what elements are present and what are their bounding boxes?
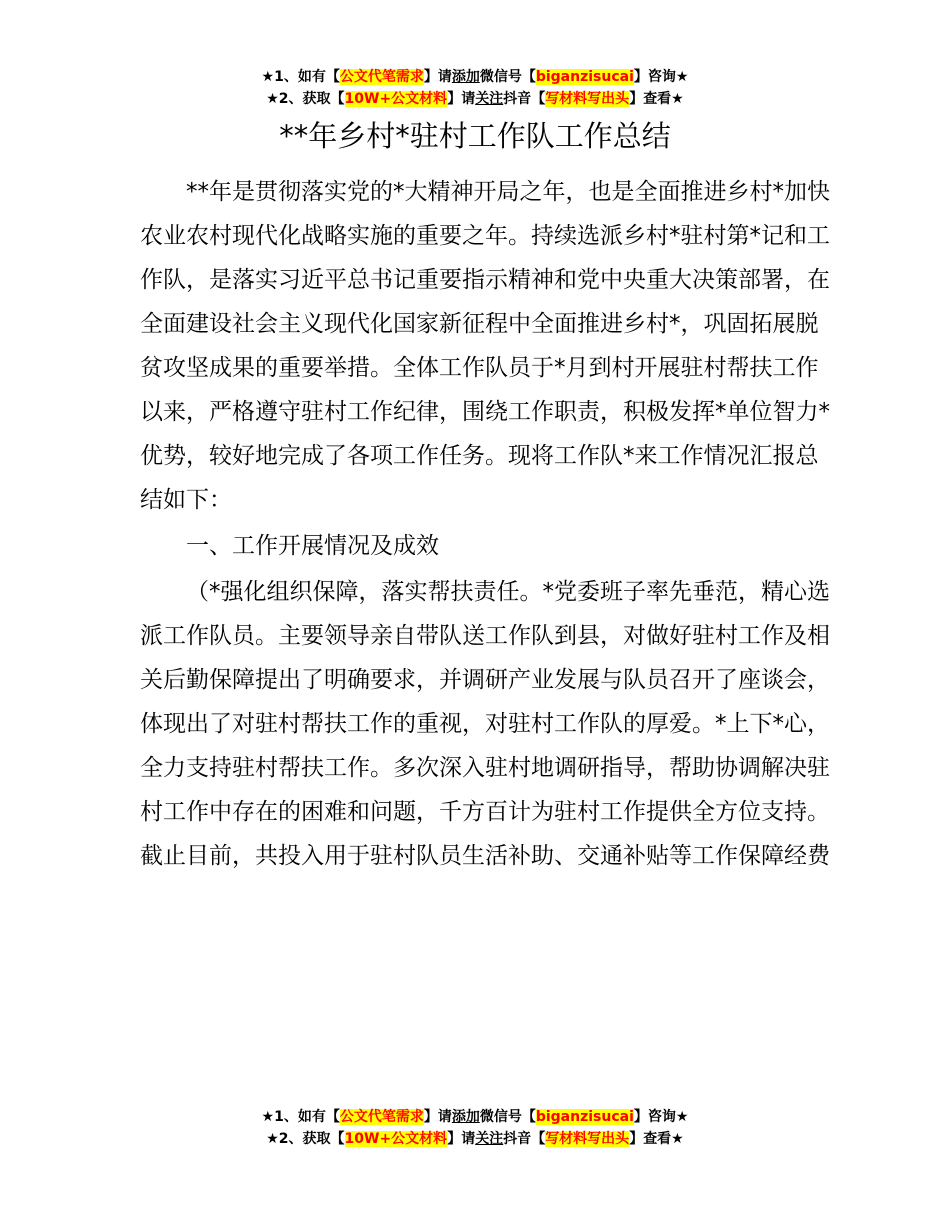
paragraph-section-1: （*强化组织保障，落实帮扶责任。*党委班子率先垂范，精心选派工作队员。主要领导亲自带队送工作队到县，对做好驻村工作及相关后勤保障提出了明确要求，并调研产业发展与队员召开了座谈会，体现出了对驻村帮扶工作的重视，对驻村工作队的厚爱。*上下*心，全力支持驻村帮扶工作。多次深入驻村地调研指导，帮助协调解决驻村工作中存在的困难和问题，千方百计为驻村工作提供全方位支持。截止目前，共投入用于驻村队员生活补助、交通补贴等工作保障经费 (140, 579, 830, 869)
promo-highlight: 写材料写出头 (545, 91, 630, 107)
promo-text: 咨询★ (647, 1109, 689, 1125)
bracket: 【 (325, 1109, 340, 1125)
promo-text: ★2、获取 (266, 91, 331, 107)
promo-text: 微信号 (479, 1109, 522, 1125)
bracket: 【 (325, 69, 340, 85)
document-body (140, 170, 840, 878)
document-title: **年乡村*驻村工作队工作总结 (279, 119, 671, 153)
promo-header (0, 66, 950, 110)
promo-text: 查看★ (643, 91, 684, 107)
promo-highlight: 公文代笔需求 (339, 1109, 424, 1125)
promo-text: 抖音 (503, 1131, 532, 1147)
promo-highlight: 公文代笔需求 (339, 69, 424, 85)
section-heading: 一、工作开展情况及成效 (186, 533, 439, 559)
promo-highlight: 10W+公文材料 (344, 1131, 448, 1147)
bracket: 】 (633, 69, 648, 85)
promo-text: ★1、如有 (261, 1109, 326, 1125)
bracket: 】 (447, 1131, 462, 1147)
bracket: 【 (330, 1131, 345, 1147)
promo-text: 请 (437, 69, 452, 85)
promo-text: 咨询★ (647, 69, 689, 85)
bracket: 】 (633, 1109, 648, 1125)
promo-text: 请 (437, 1109, 452, 1125)
bracket: 【 (330, 91, 345, 107)
paragraph-intro: **年是贯彻落实党的*大精神开局之年，也是全面推进乡村*加快农业农村现代化战略实施的重要之年。持续选派乡村*驻村第*记和工作队，是落实习近平总书记重要指示精神和党中央重大决策部署，在全面建设社会主义现代化国家新征程中全面推进乡村*，巩固拓展脱贫攻坚成果的重要举措。全体工作队员于*月到村开展驻村帮扶工作以来，严格遵守驻村工作纪律，围绕工作职责，积极发挥*单位智力*优势，较好地完成了各项工作任务。现将工作队*来工作情况汇报总结如下： (140, 179, 830, 513)
promo-underlined-text: 关注 (475, 91, 504, 107)
bracket: 【 (521, 1109, 536, 1125)
promo-text: 查看★ (643, 1131, 684, 1147)
promo-highlight: biganzisucai (535, 1109, 634, 1125)
promo-line-1 (0, 1106, 950, 1128)
promo-footer (0, 1106, 950, 1150)
bracket: 【 (531, 1131, 546, 1147)
promo-line-2 (0, 1128, 950, 1150)
bracket: 】 (629, 1131, 644, 1147)
promo-underlined-text: 添加 (451, 1109, 480, 1125)
promo-text: 抖音 (503, 91, 532, 107)
promo-text: 微信号 (479, 69, 522, 85)
bracket: 】 (423, 1109, 438, 1125)
promo-line-2 (0, 88, 950, 110)
bracket: 【 (521, 69, 536, 85)
bracket: 】 (629, 91, 644, 107)
bracket: 】 (423, 69, 438, 85)
promo-text: ★2、获取 (266, 1131, 331, 1147)
promo-highlight: 10W+公文材料 (344, 91, 448, 107)
promo-underlined-text: 关注 (475, 1131, 504, 1147)
promo-text: 请 (461, 1131, 476, 1147)
promo-line-1 (0, 66, 950, 88)
bracket: 【 (531, 91, 546, 107)
promo-text: ★1、如有 (261, 69, 326, 85)
bracket: 】 (447, 91, 462, 107)
promo-highlight: biganzisucai (535, 69, 634, 85)
promo-text: 请 (461, 91, 476, 107)
promo-highlight: 写材料写出头 (545, 1131, 630, 1147)
promo-underlined-text: 添加 (451, 69, 480, 85)
